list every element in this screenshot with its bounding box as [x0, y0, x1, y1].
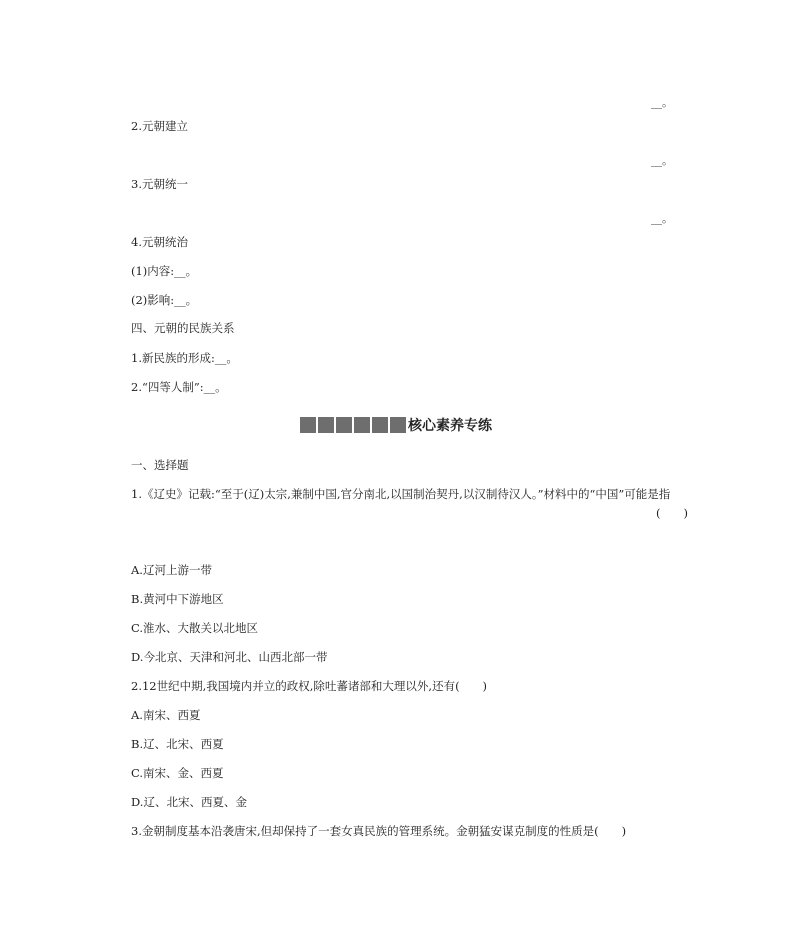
- item-yuan-rule: 4.元朝统治: [131, 235, 188, 249]
- question-2-stem: 2.12世纪中期,我国境内并立的政权,除吐蕃诸部和大理以外,还有( ): [131, 679, 488, 693]
- banner-blocks: [300, 417, 406, 433]
- banner-block: [300, 417, 316, 433]
- banner-block: [372, 417, 388, 433]
- question-2-option-c: C.南宋、金、西夏: [131, 766, 224, 780]
- banner-block: [354, 417, 370, 433]
- question-1-stem: 1.《辽史》记载:“至于(辽)太宗,兼制中国,官分南北,以国制治契丹,以汉制待汉人。”材料中的“中国”可能是指: [131, 487, 671, 501]
- banner-title: 核心素养专练: [408, 418, 492, 434]
- blank-answer-3: __。: [651, 212, 673, 225]
- question-1-option-a: A.辽河上游一带: [131, 563, 212, 577]
- item-four-class-system: 2.“四等人制”:__。: [131, 380, 227, 394]
- item-yuan-unification: 3.元朝统一: [131, 177, 188, 191]
- section-heading-ethnic-relations: 四、元朝的民族关系: [131, 321, 235, 335]
- item-rule-impact: (2)影响:__。: [131, 293, 198, 307]
- section-heading-multiple-choice: 一、选择题: [131, 458, 189, 472]
- banner-block: [318, 417, 334, 433]
- question-1-option-b: B.黄河中下游地区: [131, 592, 224, 606]
- question-1-option-d: D.今北京、天津和河北、山西北部一带: [131, 650, 328, 664]
- blank-answer-2: __。: [651, 154, 673, 167]
- item-rule-content: (1)内容:__。: [131, 264, 198, 278]
- item-yuan-founding: 2.元朝建立: [131, 119, 188, 133]
- blank-answer-1: __。: [651, 96, 673, 109]
- question-1-option-c: C.淮水、大散关以北地区: [131, 621, 259, 635]
- question-2-option-a: A.南宋、西夏: [131, 708, 201, 722]
- question-3-stem: 3.金朝制度基本沿袭唐宋,但却保持了一套女真民族的管理系统。金朝猛安谋克制度的性质是( ): [131, 824, 627, 838]
- banner-block: [390, 417, 406, 433]
- question-2-option-d: D.辽、北宋、西夏、金: [131, 795, 247, 809]
- question-2-option-b: B.辽、北宋、西夏: [131, 737, 224, 751]
- item-new-ethnic-group: 1.新民族的形成:__。: [131, 351, 238, 365]
- banner-block: [336, 417, 352, 433]
- section-banner: [300, 414, 492, 436]
- question-1-answer-bracket: ( ): [656, 506, 688, 520]
